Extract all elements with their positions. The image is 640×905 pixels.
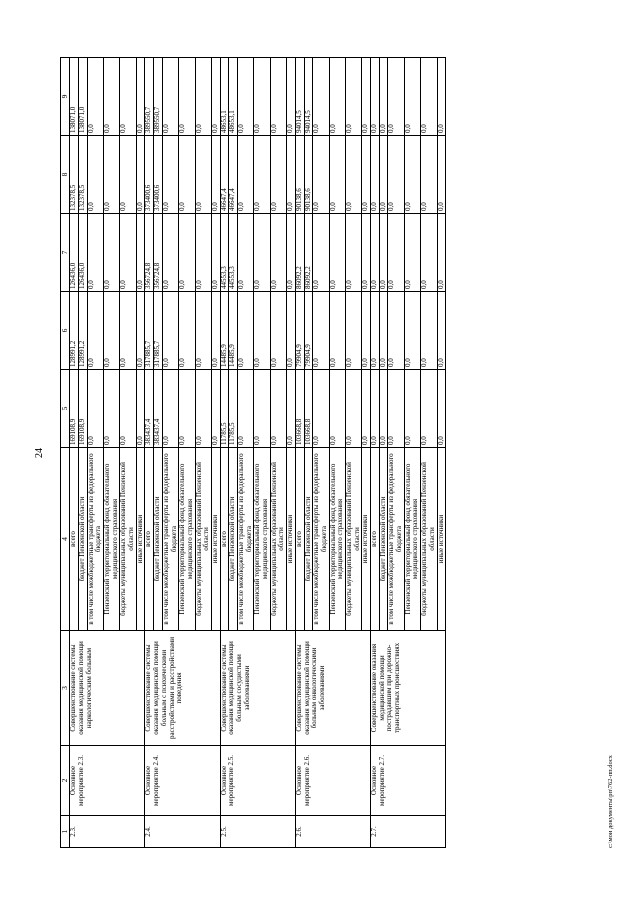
amount-cell: 0,0 [287, 213, 296, 291]
amount-cell: 169108,9 [78, 369, 87, 447]
amount-cell: 389550,7 [154, 57, 163, 135]
amount-cell: 86092,2 [304, 213, 313, 291]
funding-source: всего [145, 447, 154, 630]
funding-source: всего [371, 447, 380, 630]
funding-source: в том числе межбюджетные трансферты из федерального бюджета [238, 447, 254, 630]
amount-cell: 0,0 [329, 57, 345, 135]
measure-title: Совершенствование системы оказания медицинской помощи больным сосудистыми заболеваниями [220, 630, 295, 745]
amount-cell: 0,0 [179, 213, 195, 291]
measure-title: Совершенствование системы оказания медицинской помощи больным с психическими расстройствами и расстройствами поведения [145, 630, 220, 745]
amount-cell: 0,0 [313, 369, 329, 447]
amount-cell: 0,0 [104, 291, 120, 369]
amount-cell: 0,0 [136, 135, 145, 213]
funding-source: бюджеты муниципальных образований Пензенской области [345, 447, 361, 630]
amount-cell: 0,0 [362, 369, 371, 447]
column-header: 3 [61, 630, 70, 745]
amount-cell: 0,0 [87, 135, 103, 213]
amount-cell: 0,0 [421, 369, 437, 447]
amount-cell: 0,0 [211, 57, 220, 135]
funding-source: в том числе межбюджетные трансферты из федерального бюджета [162, 447, 178, 630]
table-row [70, 57, 79, 847]
amount-cell: 0,0 [362, 213, 371, 291]
table-row [295, 57, 304, 847]
funding-source: бюджеты муниципальных образований Пензенской области [421, 447, 437, 630]
amount-cell: 0,0 [254, 135, 270, 213]
amount-cell: 0,0 [254, 291, 270, 369]
amount-cell: 0,0 [179, 291, 195, 369]
amount-cell: 79904,9 [295, 291, 304, 369]
amount-cell: 0,0 [437, 213, 446, 291]
amount-cell: 103668,8 [295, 369, 304, 447]
amount-cell: 0,0 [162, 57, 178, 135]
amount-cell: 94014,5 [295, 57, 304, 135]
amount-cell: 0,0 [195, 291, 211, 369]
amount-cell: 11785,5 [229, 369, 238, 447]
amount-cell: 0,0 [238, 291, 254, 369]
column-header: 8 [61, 135, 70, 213]
column-header: 1 [61, 815, 70, 847]
amount-cell: 0,0 [270, 57, 286, 135]
amount-cell: 138071,0 [78, 57, 87, 135]
amount-cell: 0,0 [371, 291, 380, 369]
amount-cell: 0,0 [388, 213, 404, 291]
amount-cell: 0,0 [270, 135, 286, 213]
amount-cell: 0,0 [211, 291, 220, 369]
amount-cell: 0,0 [136, 369, 145, 447]
amount-cell: 0,0 [379, 135, 388, 213]
amount-cell: 0,0 [287, 135, 296, 213]
amount-cell: 0,0 [388, 369, 404, 447]
amount-cell: 0,0 [345, 135, 361, 213]
amount-cell: 0,0 [313, 57, 329, 135]
funding-source: в том числе межбюджетные трансферты из федерального бюджета [313, 447, 329, 630]
amount-cell: 0,0 [254, 213, 270, 291]
amount-cell: 383437,4 [145, 369, 154, 447]
amount-cell: 0,0 [421, 291, 437, 369]
amount-cell: 0,0 [287, 57, 296, 135]
amount-cell: 0,0 [404, 57, 420, 135]
amount-cell: 0,0 [362, 135, 371, 213]
amount-cell: 0,0 [371, 369, 380, 447]
amount-cell: 0,0 [120, 135, 136, 213]
amount-cell: 90138,6 [304, 135, 313, 213]
budget-table [60, 57, 446, 848]
amount-cell: 0,0 [104, 213, 120, 291]
amount-cell: 0,0 [136, 57, 145, 135]
funding-source: иные источники [362, 447, 371, 630]
amount-cell: 0,0 [136, 291, 145, 369]
funding-source: бюджет Пензенской области [78, 447, 87, 630]
amount-cell: 0,0 [120, 369, 136, 447]
amount-cell: 0,0 [287, 369, 296, 447]
amount-cell: 0,0 [195, 57, 211, 135]
funding-source: иные источники [287, 447, 296, 630]
amount-cell: 0,0 [162, 135, 178, 213]
amount-cell: 132378,5 [78, 135, 87, 213]
amount-cell: 128991,2 [78, 291, 87, 369]
row-number: 2.3. [70, 815, 145, 847]
amount-cell: 48653,1 [220, 57, 229, 135]
funding-source: бюджеты муниципальных образований Пензенской области [120, 447, 136, 630]
amount-cell: 0,0 [313, 213, 329, 291]
amount-cell: 0,0 [437, 291, 446, 369]
amount-cell: 0,0 [421, 135, 437, 213]
amount-cell: 0,0 [345, 369, 361, 447]
funding-source: бюджет Пензенской области [154, 447, 163, 630]
amount-cell: 0,0 [371, 57, 380, 135]
amount-cell: 0,0 [345, 213, 361, 291]
amount-cell: 0,0 [437, 57, 446, 135]
rotated-page [34, 58, 614, 848]
page-number: 24 [34, 447, 45, 458]
amount-cell: 0,0 [379, 369, 388, 447]
funding-source: всего [70, 447, 79, 630]
amount-cell: 138071,0 [70, 57, 79, 135]
amount-cell: 0,0 [421, 213, 437, 291]
amount-cell: 0,0 [195, 135, 211, 213]
column-header: 7 [61, 213, 70, 291]
table-row [220, 57, 229, 847]
funding-source: иные источники [136, 447, 145, 630]
amount-cell: 0,0 [120, 213, 136, 291]
row-number: 2.5. [220, 815, 295, 847]
funding-source: в том числе межбюджетные трансферты из федерального бюджета [388, 447, 404, 630]
measure-type: Основное мероприятие 2.7. [371, 745, 446, 815]
amount-cell: 0,0 [371, 213, 380, 291]
amount-cell: 126436,0 [78, 213, 87, 291]
amount-cell: 0,0 [238, 369, 254, 447]
amount-cell: 0,0 [254, 57, 270, 135]
table-row [371, 57, 380, 847]
amount-cell: 0,0 [379, 213, 388, 291]
amount-cell: 0,0 [238, 57, 254, 135]
amount-cell: 90138,6 [295, 135, 304, 213]
amount-cell: 0,0 [104, 135, 120, 213]
amount-cell: 126436,0 [70, 213, 79, 291]
funding-source: Пензенский территориальный фонд обязательного медицинского страхования [404, 447, 420, 630]
amount-cell: 94014,5 [304, 57, 313, 135]
table-body [70, 57, 446, 847]
file-path-footer: c:\мои документы\рп\762-пп.docx [607, 754, 614, 848]
amount-cell: 11785,5 [220, 369, 229, 447]
amount-cell: 0,0 [136, 213, 145, 291]
funding-source: иные источники [211, 447, 220, 630]
amount-cell: 0,0 [179, 57, 195, 135]
amount-cell: 14485,9 [229, 291, 238, 369]
measure-type: Основное мероприятие 2.6. [295, 745, 370, 815]
amount-cell: 0,0 [120, 291, 136, 369]
amount-cell: 46647,4 [229, 135, 238, 213]
amount-cell: 0,0 [254, 369, 270, 447]
amount-cell: 0,0 [371, 135, 380, 213]
measure-title: Совершенствование системы оказания медицинской помощи больным онкологическими заболеваниями [295, 630, 370, 745]
amount-cell: 0,0 [120, 57, 136, 135]
funding-source: всего [220, 447, 229, 630]
measure-type: Основное мероприятие 2.3. [70, 745, 145, 815]
amount-cell: 356724,8 [145, 213, 154, 291]
amount-cell: 0,0 [238, 213, 254, 291]
amount-cell: 0,0 [329, 369, 345, 447]
amount-cell: 0,0 [345, 291, 361, 369]
amount-cell: 0,0 [379, 57, 388, 135]
amount-cell: 46647,4 [220, 135, 229, 213]
amount-cell: 0,0 [404, 369, 420, 447]
row-number: 2.7. [371, 815, 446, 847]
amount-cell: 0,0 [404, 213, 420, 291]
measure-title: Совершенствование системы оказания медицинской помощи наркологическим больным [70, 630, 145, 745]
amount-cell: 373400,6 [154, 135, 163, 213]
column-header: 4 [61, 447, 70, 630]
amount-cell: 0,0 [421, 57, 437, 135]
amount-cell: 0,0 [437, 135, 446, 213]
measure-type: Основное мероприятие 2.5. [220, 745, 295, 815]
funding-source: всего [295, 447, 304, 630]
amount-cell: 0,0 [388, 57, 404, 135]
amount-cell: 317885,7 [154, 291, 163, 369]
amount-cell: 0,0 [313, 135, 329, 213]
funding-source: Пензенский территориальный фонд обязательного медицинского страхования [329, 447, 345, 630]
measure-type: Основное мероприятие 2.4. [145, 745, 220, 815]
amount-cell: 0,0 [162, 369, 178, 447]
amount-cell: 0,0 [211, 213, 220, 291]
amount-cell: 0,0 [404, 135, 420, 213]
amount-cell: 0,0 [162, 291, 178, 369]
amount-cell: 0,0 [87, 57, 103, 135]
amount-cell: 44553,3 [229, 213, 238, 291]
amount-cell: 0,0 [179, 135, 195, 213]
amount-cell: 0,0 [388, 135, 404, 213]
amount-cell: 0,0 [87, 369, 103, 447]
amount-cell: 0,0 [87, 291, 103, 369]
amount-cell: 0,0 [329, 213, 345, 291]
amount-cell: 0,0 [388, 291, 404, 369]
amount-cell: 14485,9 [220, 291, 229, 369]
funding-source: бюджет Пензенской области [379, 447, 388, 630]
funding-source: бюджет Пензенской области [229, 447, 238, 630]
amount-cell: 169108,9 [70, 369, 79, 447]
funding-source: Пензенский территориальный фонд обязательного медицинского страхования [179, 447, 195, 630]
funding-source: иные источники [437, 447, 446, 630]
amount-cell: 79904,9 [304, 291, 313, 369]
amount-cell: 0,0 [287, 291, 296, 369]
column-header: 2 [61, 745, 70, 815]
amount-cell: 0,0 [270, 291, 286, 369]
amount-cell: 317885,7 [145, 291, 154, 369]
row-number: 2.4. [145, 815, 220, 847]
funding-source: бюджет Пензенской области [304, 447, 313, 630]
amount-cell: 0,0 [313, 291, 329, 369]
table-row [145, 57, 154, 847]
funding-source: Пензенский территориальный фонд обязательного медицинского страхования [104, 447, 120, 630]
funding-source: бюджеты муниципальных образований Пензенской области [195, 447, 211, 630]
row-number: 2.6. [295, 815, 370, 847]
amount-cell: 0,0 [238, 135, 254, 213]
amount-cell: 103668,8 [304, 369, 313, 447]
amount-cell: 0,0 [104, 57, 120, 135]
amount-cell: 389550,7 [145, 57, 154, 135]
amount-cell: 0,0 [195, 213, 211, 291]
amount-cell: 383437,4 [154, 369, 163, 447]
amount-cell: 373400,6 [145, 135, 154, 213]
amount-cell: 0,0 [162, 213, 178, 291]
column-header: 6 [61, 291, 70, 369]
amount-cell: 0,0 [211, 369, 220, 447]
funding-source: в том числе межбюджетные трансферты из федерального бюджета [87, 447, 103, 630]
amount-cell: 128991,2 [70, 291, 79, 369]
amount-cell: 132378,5 [70, 135, 79, 213]
amount-cell: 0,0 [345, 57, 361, 135]
amount-cell: 0,0 [211, 135, 220, 213]
column-header: 9 [61, 57, 70, 135]
funding-source: Пензенский территориальный фонд обязательного медицинского страхования [254, 447, 270, 630]
amount-cell: 0,0 [195, 369, 211, 447]
measure-title: Совершенствование оказания медицинской помощи пострадавшим при дорожно-транспортных происшествиях [371, 630, 446, 745]
amount-cell: 0,0 [270, 213, 286, 291]
amount-cell: 0,0 [329, 135, 345, 213]
amount-cell: 0,0 [104, 369, 120, 447]
amount-cell: 44553,3 [220, 213, 229, 291]
amount-cell: 356724,8 [154, 213, 163, 291]
amount-cell: 0,0 [329, 291, 345, 369]
amount-cell: 0,0 [362, 57, 371, 135]
amount-cell: 0,0 [379, 291, 388, 369]
amount-cell: 86092,2 [295, 213, 304, 291]
amount-cell: 0,0 [270, 369, 286, 447]
amount-cell: 0,0 [404, 291, 420, 369]
funding-source: бюджеты муниципальных образований Пензенской области [270, 447, 286, 630]
amount-cell: 0,0 [179, 369, 195, 447]
amount-cell: 0,0 [87, 213, 103, 291]
amount-cell: 0,0 [362, 291, 371, 369]
amount-cell: 48653,1 [229, 57, 238, 135]
amount-cell: 0,0 [437, 369, 446, 447]
column-header: 5 [61, 369, 70, 447]
